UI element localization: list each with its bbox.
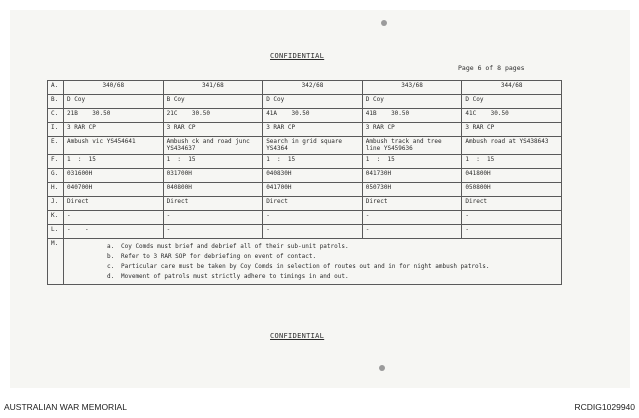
table-cell: - bbox=[163, 225, 263, 239]
note-text: Particular care must be taken by Coy Comds in selection of routes out and in for night ambush patrols. bbox=[121, 263, 490, 270]
table-row bbox=[48, 211, 562, 225]
row-label: A. bbox=[48, 81, 64, 95]
table-cell: 050730H bbox=[362, 183, 462, 197]
row-label: M. bbox=[48, 239, 64, 285]
table-cell: Ambush vic YS454641 bbox=[64, 137, 164, 155]
table-cell: Direct bbox=[64, 197, 164, 211]
table-cell: 3 RAR CP bbox=[163, 123, 263, 137]
notes-cell bbox=[64, 239, 562, 285]
table-cell: D Coy bbox=[462, 95, 562, 109]
row-label: J. bbox=[48, 197, 64, 211]
table-cell: Direct bbox=[362, 197, 462, 211]
table-row bbox=[48, 155, 562, 169]
patrol-orders-table bbox=[47, 80, 562, 285]
table-row bbox=[48, 123, 562, 137]
table-row bbox=[48, 137, 562, 155]
table-cell: 040700H bbox=[64, 183, 164, 197]
note-marker: d. bbox=[107, 273, 115, 280]
table-cell: Direct bbox=[163, 197, 263, 211]
table-cell: Direct bbox=[263, 197, 363, 211]
table-cell: 41C 30.50 bbox=[462, 109, 562, 123]
table-cell: - bbox=[462, 225, 562, 239]
table-cell: 040830H bbox=[263, 169, 363, 183]
note-marker: a. bbox=[107, 243, 115, 250]
patrol-number: 344/68 bbox=[462, 81, 562, 95]
table-cell: 041800H bbox=[462, 169, 562, 183]
note-marker: c. bbox=[107, 263, 115, 270]
punch-hole bbox=[381, 20, 387, 26]
table-cell: - bbox=[263, 225, 363, 239]
table-row bbox=[48, 197, 562, 211]
table-cell: 050800H bbox=[462, 183, 562, 197]
table-row bbox=[48, 95, 562, 109]
table-cell: - bbox=[362, 225, 462, 239]
table-cell: D Coy bbox=[362, 95, 462, 109]
table-cell: D Coy bbox=[263, 95, 363, 109]
table-cell: - bbox=[64, 211, 164, 225]
patrol-number: 343/68 bbox=[362, 81, 462, 95]
table-cell: 3 RAR CP bbox=[362, 123, 462, 137]
archive-id: RCDIG1029940 bbox=[574, 402, 635, 412]
table-cell: 3 RAR CP bbox=[462, 123, 562, 137]
table-cell: 031700H bbox=[163, 169, 263, 183]
table-cell: 3 RAR CP bbox=[64, 123, 164, 137]
table-cell: - bbox=[263, 211, 363, 225]
list-item bbox=[107, 273, 558, 280]
page-number: Page 6 of 8 pages bbox=[458, 64, 525, 72]
row-label: C. bbox=[48, 109, 64, 123]
note-text: Movement of patrols must strictly adhere to timings in and out. bbox=[121, 273, 349, 280]
table-cell: 040800H bbox=[163, 183, 263, 197]
list-item bbox=[107, 253, 558, 260]
note-marker: b. bbox=[107, 253, 115, 260]
classification-top: CONFIDENTIAL bbox=[270, 52, 325, 60]
patrol-number: 340/68 bbox=[64, 81, 164, 95]
table-cell: Ambush track and tree line YS459636 bbox=[362, 137, 462, 155]
row-label: B. bbox=[48, 95, 64, 109]
table-cell: 41B 30.50 bbox=[362, 109, 462, 123]
patrol-number: 342/68 bbox=[263, 81, 363, 95]
table-cell: Ambush road at YS438643 bbox=[462, 137, 562, 155]
table-cell: 1 : 15 bbox=[64, 155, 164, 169]
note-text: Refer to 3 RAR SOP for debriefing on event of contact. bbox=[121, 253, 317, 260]
table-cell: D Coy bbox=[64, 95, 164, 109]
table-row bbox=[48, 183, 562, 197]
row-label: K. bbox=[48, 211, 64, 225]
table-cell: Direct bbox=[462, 197, 562, 211]
table-row bbox=[48, 169, 562, 183]
row-label: G. bbox=[48, 169, 64, 183]
note-text: Coy Comds must brief and debrief all of their sub-unit patrols. bbox=[121, 243, 349, 250]
row-label: E. bbox=[48, 137, 64, 155]
table-cell: 041730H bbox=[362, 169, 462, 183]
table-cell: Ambush ck and road junc YS434637 bbox=[163, 137, 263, 155]
notes-list bbox=[107, 243, 558, 280]
table-cell: 21B 30.50 bbox=[64, 109, 164, 123]
table-cell: 031600H bbox=[64, 169, 164, 183]
row-label: H. bbox=[48, 183, 64, 197]
table-cell: B Coy bbox=[163, 95, 263, 109]
row-label: F. bbox=[48, 155, 64, 169]
table-cell: 041700H bbox=[263, 183, 363, 197]
table-cell: - bbox=[462, 211, 562, 225]
table-cell: 1 : 15 bbox=[362, 155, 462, 169]
table-row bbox=[48, 109, 562, 123]
patrol-number: 341/68 bbox=[163, 81, 263, 95]
table-cell: 41A 30.50 bbox=[263, 109, 363, 123]
table-cell: - - bbox=[64, 225, 164, 239]
table-cell: Search in grid square YS4364 bbox=[263, 137, 363, 155]
table-header-row bbox=[48, 81, 562, 95]
table-cell: - bbox=[362, 211, 462, 225]
list-item bbox=[107, 243, 558, 250]
list-item bbox=[107, 263, 558, 270]
table-cell: 1 : 15 bbox=[263, 155, 363, 169]
table-cell: - bbox=[163, 211, 263, 225]
archive-name: AUSTRALIAN WAR MEMORIAL bbox=[4, 402, 127, 412]
table-cell: 3 RAR CP bbox=[263, 123, 363, 137]
notes-row bbox=[48, 239, 562, 285]
classification-bottom: CONFIDENTIAL bbox=[270, 332, 325, 340]
table-cell: 1 : 15 bbox=[462, 155, 562, 169]
row-label: L. bbox=[48, 225, 64, 239]
table-cell: 21C 30.50 bbox=[163, 109, 263, 123]
table-cell: 1 : 15 bbox=[163, 155, 263, 169]
row-label: I. bbox=[48, 123, 64, 137]
archive-footer bbox=[0, 396, 639, 418]
table-row bbox=[48, 225, 562, 239]
punch-hole bbox=[379, 365, 385, 371]
